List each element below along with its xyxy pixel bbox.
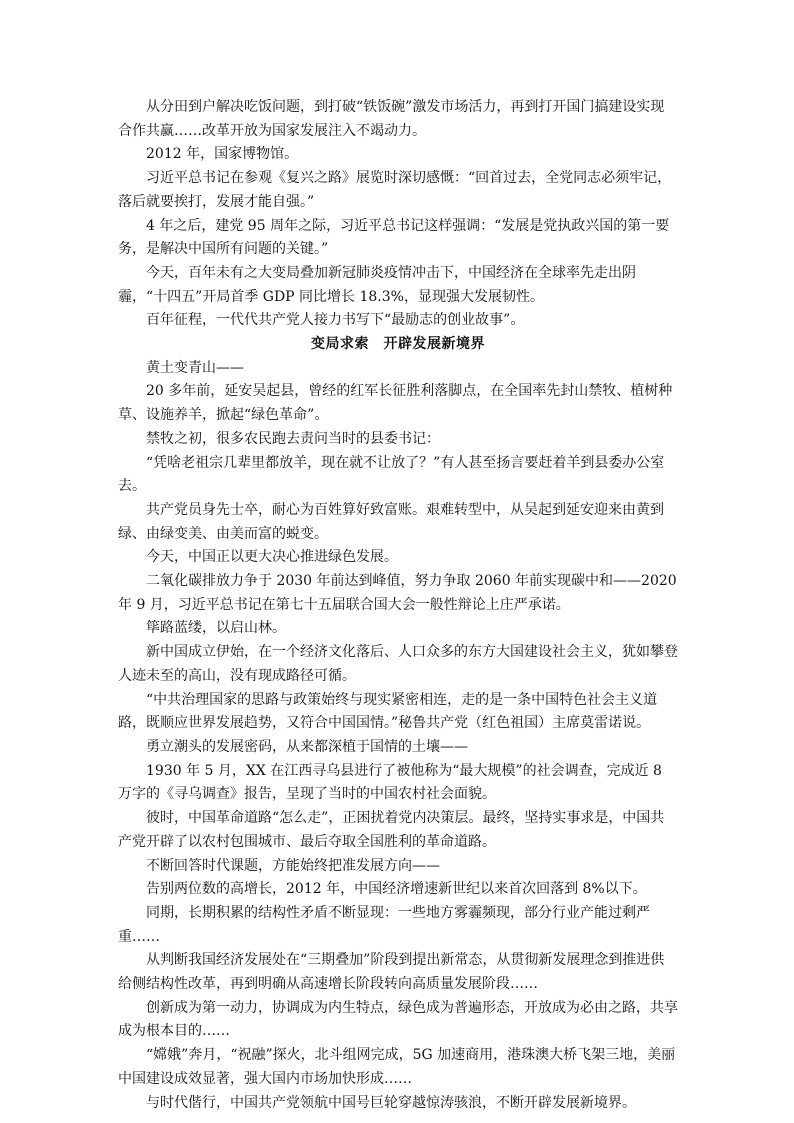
paragraph: 百年征程，一代代共产党人接力书写下“最励志的创业故事”。 bbox=[146, 312, 525, 329]
paragraph: 从判断我国经济发展处在“三期叠加”阶段到提出新常态，从贯彻新发展理念到推进供给侧结构性改革，再到明确从高速增长阶段转向高质量发展阶段…… bbox=[118, 952, 665, 993]
paragraph: “嫦娥”奔月，“祝融”探火，北斗组网完成，5G 加速商用，港珠澳大桥飞架三地，美丽中国建设成效显著，强大国内市场加快形成…… bbox=[118, 1047, 676, 1087]
paragraph: 共产党员身先士卒，耐心为百姓算好致富账。艰难转型中，从吴起到延安迎来由黄到绿、由绿变美、由美而富的蜕变。 bbox=[118, 501, 664, 542]
paragraph: 不断回答时代课题，方能始终把准发展方向—— bbox=[146, 857, 440, 874]
paragraph: 彼时，中国革命道路“怎么走”，正困扰着党内决策层。最终，坚持实事求是，中国共产党开辟了以农村包围城市、最后夺取全国胜利的革命道路。 bbox=[118, 810, 665, 850]
paragraph: 同期，长期积累的结构性矛盾不断显现：一些地方雾霾频现，部分行业产能过剩严重…… bbox=[118, 904, 650, 945]
paragraph: 习近平总书记在参观《复兴之路》展览时深切感慨：“回首过去，全党同志必须牢记，落后就要挨打，发展才能自强。” bbox=[118, 170, 672, 210]
paragraph: 新中国成立伊始，在一个经济文化落后、人口众多的东方大国建设社会主义，犹如攀登人迹未至的高山，没有现成路径可循。 bbox=[118, 644, 678, 684]
paragraph: 创新成为第一动力，协调成为内生特点，绿色成为普遍形态，开放成为必由之路，共享成为根本目的…… bbox=[118, 999, 678, 1040]
quote-paragraph: “中共治理国家的思路与政策始终与现实紧密相连，走的是一条中国特色社会主义道路，既顺应世界发展趋势，又符合中国国情。”秘鲁共产党（红色祖国）主席莫雷诺说。 bbox=[118, 691, 658, 732]
paragraph: 从分田到户解决吃饭问题，到打破“铁饭碗”激发市场活力，再到打开国门搞建设实现合作共赢……改革开放为国家发展注入不竭动力。 bbox=[118, 99, 665, 139]
paragraph: 今天，百年未有之大变局叠加新冠肺炎疫情冲击下，中国经济在全球率先走出阴霾，“十四五”开局首季 GDP 同比增长 18.3%，显现强大发展韧性。 bbox=[118, 264, 636, 305]
paragraph: 二氧化碳排放力争于 2030 年前达到峰值，努力争取 2060 年前实现碳中和——2020 年 9 月，习近平总书记在第七十五届联合国大会一般性辩论上庄严承诺。 bbox=[118, 573, 677, 613]
paragraph: 20 多年前，延安吴起县，曾经的红军长征胜利落脚点，在全国率先封山禁牧、植树种草、设施养羊，掀起“绿色革命”。 bbox=[118, 383, 673, 424]
paragraph: 禁牧之初，很多农民跑去责问当时的县委书记： bbox=[146, 430, 440, 447]
paragraph: 黄土变青山—— bbox=[146, 359, 244, 376]
paragraph: 勇立潮头的发展密码，从来都深植于国情的土壤—— bbox=[146, 738, 468, 755]
paragraph: 与时代偕行，中国共产党领航中国号巨轮穿越惊涛骇浪，不断开辟发展新境界。 bbox=[146, 1094, 636, 1111]
paragraph: 2012 年，国家博物馆。 bbox=[146, 146, 299, 163]
paragraph: 4 年之后，建党 95 周年之际，习近平总书记这样强调：“发展是党执政兴国的第一要务，是解决中国所有问题的关键。” bbox=[118, 217, 670, 258]
paragraph: 今天，中国正以更大决心推进绿色发展。 bbox=[146, 549, 398, 566]
paragraph: 1930 年 5 月，XX 在江西寻乌县进行了被他称为“最大规模”的社会调查，完成近 8 万字的《寻乌调查》报告，呈现了当时的中国农村社会面貌。 bbox=[118, 762, 662, 803]
quote-paragraph: “凭啥老祖宗几辈里都放羊，现在就不让放了？”有人甚至扬言要赶着羊到县委办公室去。 bbox=[118, 454, 665, 495]
paragraph: 筚路蓝缕，以启山林。 bbox=[146, 620, 286, 637]
paragraph: 告别两位数的高增长，2012 年，中国经济增速新世纪以来首次回落到 8%以下。 bbox=[146, 881, 647, 898]
article-body bbox=[118, 96, 678, 1115]
section-heading: 变局求索 开辟发展新境界 bbox=[311, 336, 485, 353]
